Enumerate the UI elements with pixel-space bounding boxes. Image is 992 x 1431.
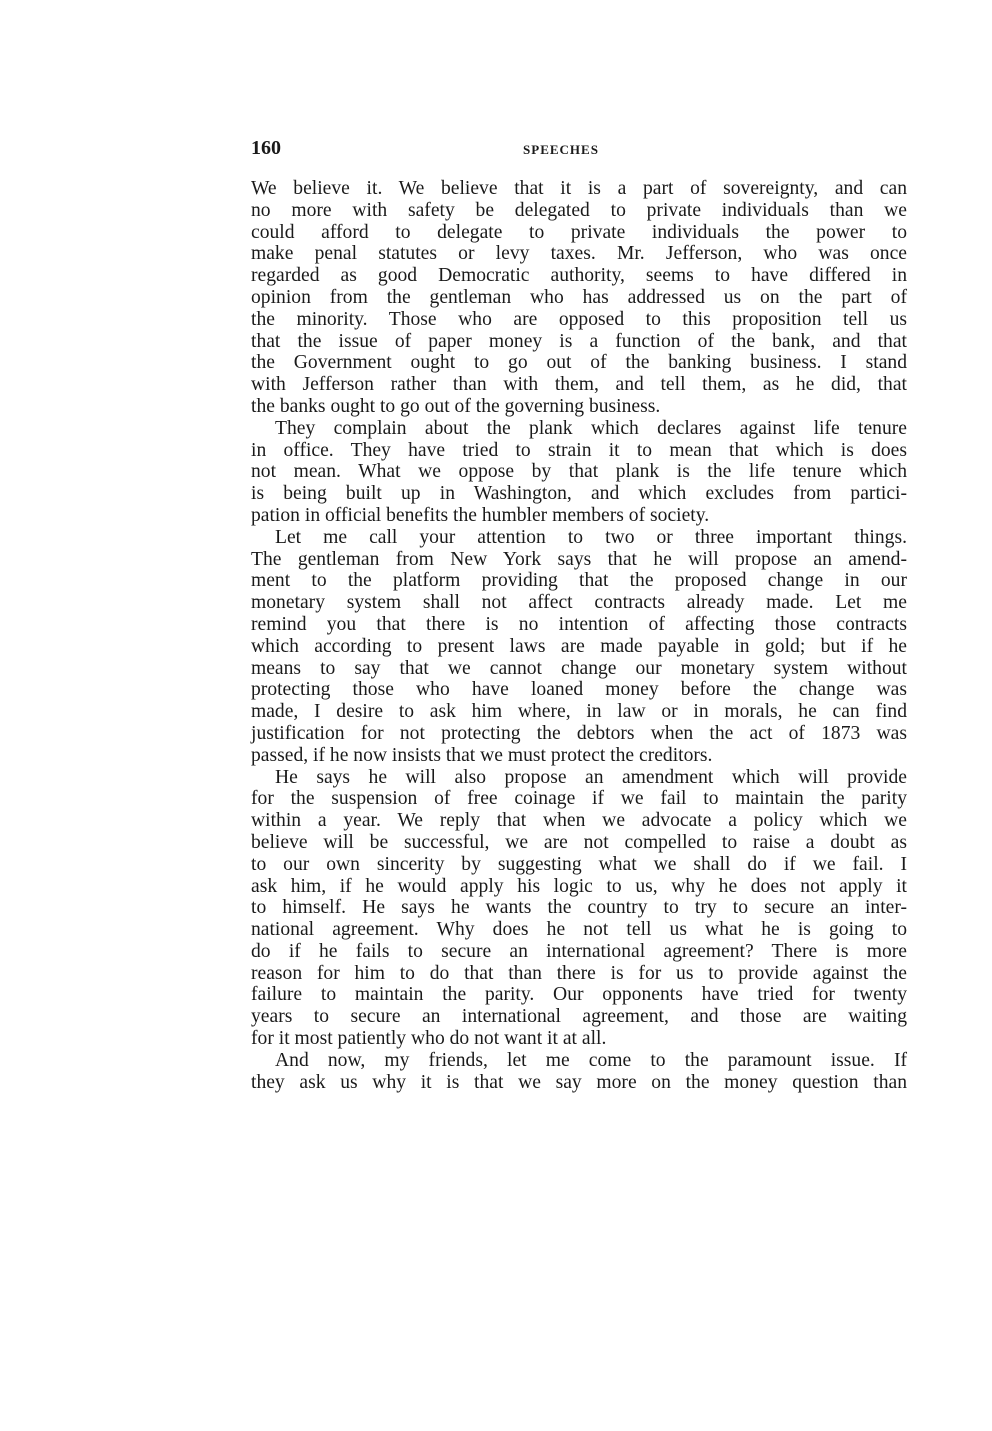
text-line: The gentleman from New York says that he will propose an amend- — [251, 548, 907, 570]
text-line: And now, my friends, let me come to the paramount issue. If — [275, 1049, 907, 1071]
text-line: opinion from the gentleman who has addressed us on the part of — [251, 286, 907, 308]
text-line: to himself. He says he wants the country to try to secure an inter- — [251, 897, 907, 919]
text-line: which according to present laws are made payable in gold; but if he — [251, 635, 907, 657]
text-line: the Government ought to go out of the banking business. I stand — [251, 352, 907, 374]
text-line: They complain about the plank which declares against life tenure — [275, 417, 907, 439]
text-line: within a year. We reply that when we advocate a policy which we — [251, 810, 907, 832]
text-line: in office. They have tried to strain it to mean that which is does — [251, 439, 907, 461]
text-line: justification for not protecting the debtors when the act of 1873 was — [251, 722, 907, 744]
text-line: that the issue of paper money is a function of the bank, and that — [251, 330, 907, 352]
paragraph — [251, 418, 907, 527]
text-line: not mean. What we oppose by that plank is the life tenure which — [251, 461, 907, 483]
text-line: could afford to delegate to private individuals the power to — [251, 221, 907, 243]
text-line: years to secure an international agreement, and those are waiting — [251, 1006, 907, 1028]
text-line: We believe it. We believe that it is a part of sovereignty, and can — [251, 178, 907, 199]
text-line: they ask us why it is that we say more on the money question than — [251, 1071, 907, 1093]
text-line: to our own sincerity by suggesting what we shall do if we fail. I — [251, 853, 907, 875]
page-number: 160 — [251, 137, 281, 159]
text-line: reason for him to do that than there is for us to provide against the — [251, 962, 907, 984]
text-line: regarded as good Democratic authority, seems to have differed in — [251, 265, 907, 287]
paragraph — [251, 527, 907, 767]
paragraph — [251, 178, 907, 418]
text-line: He says he will also propose an amendment which will provide — [275, 766, 907, 788]
text-line: national agreement. Why does he not tell us what he is going to — [251, 919, 907, 941]
text-line: remind you that there is no intention of affecting those contracts — [251, 613, 907, 635]
text-line: failure to maintain the parity. Our opponents have tried for twenty — [251, 984, 907, 1006]
text-line: do if he fails to secure an international agreement? There is more — [251, 940, 907, 962]
running-head: SPEECHES — [523, 142, 599, 157]
text-line: protecting those who have loaned money before the change was — [251, 679, 907, 701]
text-line: pation in official benefits the humbler members of society. — [251, 504, 710, 526]
text-line: ment to the platform providing that the proposed change in our — [251, 570, 907, 592]
text-line: make penal statutes or levy taxes. Mr. Jefferson, who was once — [251, 243, 907, 265]
text-line: believe will be successful, we are not compelled to raise a doubt as — [251, 831, 907, 853]
body-text — [251, 178, 907, 1093]
text-line: made, I desire to ask him where, in law or in morals, he can find — [251, 701, 907, 723]
text-line: for it most patiently who do not want it at all. — [251, 1028, 607, 1050]
text-line: the banks ought to go out of the governing business. — [251, 395, 661, 417]
paragraph — [251, 767, 907, 1050]
text-line: with Jefferson rather than with them, and tell them, as he did, that — [251, 374, 907, 396]
text-line: monetary system shall not affect contracts already made. Let me — [251, 592, 907, 614]
text-line: the minority. Those who are opposed to this proposition tell us — [251, 308, 907, 330]
text-line: no more with safety be delegated to private individuals than we — [251, 199, 907, 221]
text-line: Let me call your attention to two or three important things. — [275, 526, 907, 548]
text-line: passed, if he now insists that we must protect the creditors. — [251, 744, 713, 766]
text-line: means to say that we cannot change our monetary system without — [251, 657, 907, 679]
paragraph — [251, 1050, 907, 1094]
text-line: is being built up in Washington, and which excludes from partici- — [251, 483, 907, 505]
text-line: for the suspension of free coinage if we fail to maintain the parity — [251, 788, 907, 810]
text-line: ask him, if he would apply his logic to us, why he does not apply it — [251, 875, 907, 897]
